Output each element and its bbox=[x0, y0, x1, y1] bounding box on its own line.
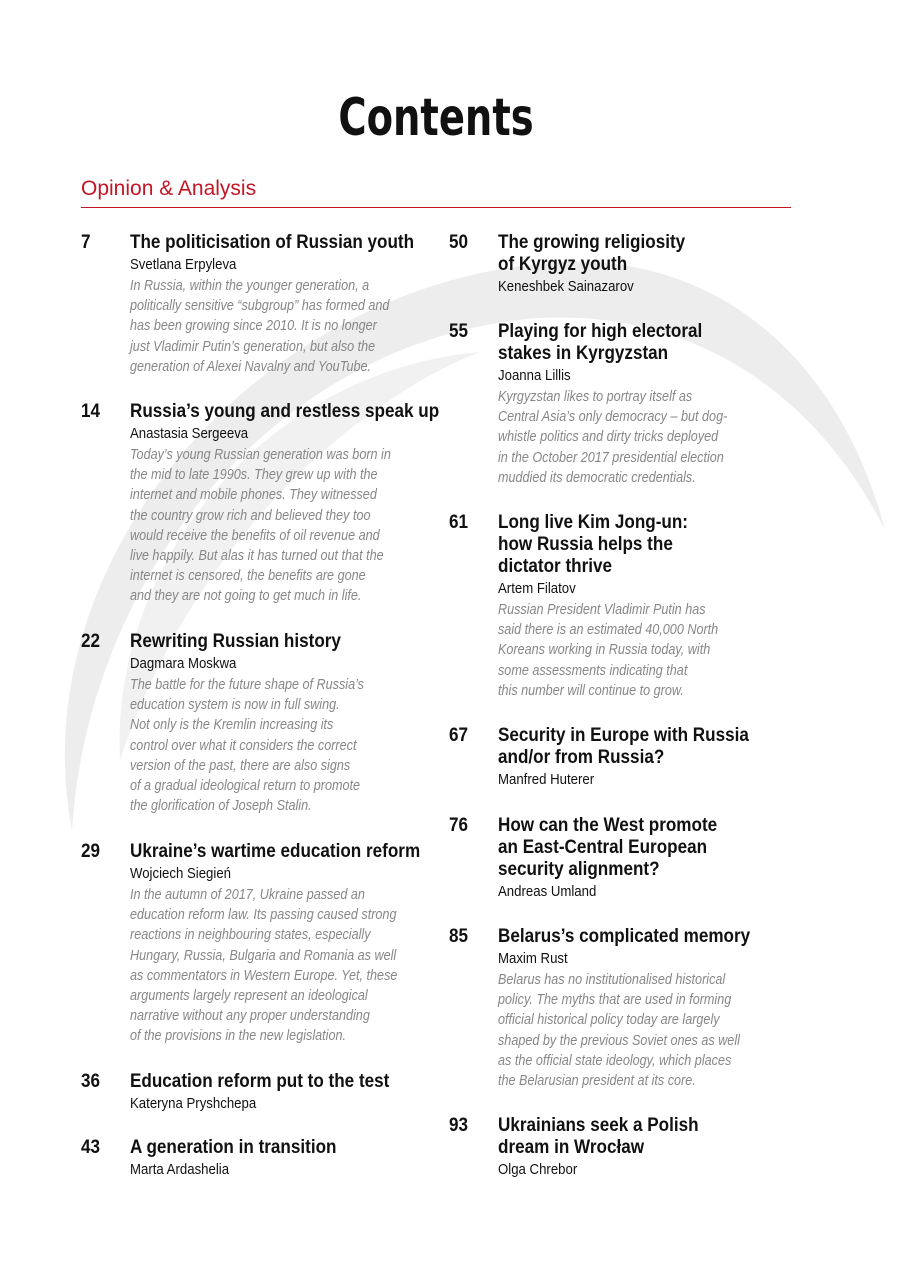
page-title: Contents bbox=[338, 88, 534, 148]
entry-summary: Today’s young Russian generation was born in the mid to late 1990s. They grew up with the internet and mobile phones. They witnessed the country grow rich and believed they too would receive the benefits of oil revenue and live happily. But alas it has turned out that the internet is censored, the benefits are gone and they are not going to get much in life. bbox=[130, 447, 391, 605]
entry-title: Belarus’s complicated memory bbox=[498, 926, 751, 947]
entry-author: Andreas Umland bbox=[498, 883, 597, 900]
section-title: Opinion & Analysis bbox=[81, 177, 257, 200]
entry-page-number: 76 bbox=[449, 815, 469, 836]
entry-author: Marta Ardashelia bbox=[130, 1161, 230, 1178]
entry-author: Artem Filatov bbox=[498, 580, 576, 597]
entry-summary: Russian President Vladimir Putin has said there is an estimated 40,000 North Koreans working in Russia today, with some assessments indicating that this number will continue to grow. bbox=[498, 602, 719, 699]
entry-page-number: 22 bbox=[81, 631, 101, 652]
entry-page-number: 14 bbox=[81, 401, 101, 422]
entry-page-number: 55 bbox=[449, 321, 469, 342]
entry-author: Kateryna Pryshchepa bbox=[130, 1095, 257, 1112]
entry-summary: The battle for the future shape of Russia’s education system is now in full swing. Not only is the Kremlin increasing its control over what it considers the correct version of the past, there are also signs of a gradual ideological return to promote the glorification of Joseph Stalin. bbox=[130, 677, 364, 815]
section-divider bbox=[81, 207, 791, 208]
entry-summary: Belarus has no institutionalised historical policy. The myths that are used in forming official historical policy today are largely shaped by the previous Soviet ones as well as the official state ideology, which places the Belarusian president at its core. bbox=[498, 972, 740, 1090]
entry-page-number: 7 bbox=[81, 232, 91, 253]
entry-title: How can the West promote an East-Central European security alignment? bbox=[498, 815, 718, 880]
entry-title: The growing religiosity of Kyrgyz youth bbox=[498, 232, 686, 275]
entry-page-number: 50 bbox=[449, 232, 469, 253]
entry-title: Ukrainians seek a Polish dream in Wrocław bbox=[498, 1115, 699, 1158]
entry-title: Security in Europe with Russia and/or from Russia? bbox=[498, 725, 749, 768]
entry-summary: In Russia, within the younger generation, a politically sensitive “subgroup” has formed and has been growing since 2010. It is no longer just Vladimir Putin’s generation, but also the generation of Alexei Navalny and YouTube. bbox=[130, 278, 390, 375]
entry-author: Wojciech Siegień bbox=[130, 865, 232, 882]
entry-title: Rewriting Russian history bbox=[130, 631, 341, 652]
entry-page-number: 43 bbox=[81, 1137, 101, 1158]
entry-page-number: 93 bbox=[449, 1115, 469, 1136]
entry-title: The politicisation of Russian youth bbox=[130, 232, 415, 253]
entry-title: Russia’s young and restless speak up bbox=[130, 401, 440, 422]
entry-summary: Kyrgyzstan likes to portray itself as Central Asia’s only democracy – but dog- whistle politics and dirty tricks deployed in the October 2017 presidential election muddied its democratic credentials. bbox=[498, 389, 728, 486]
entry-title: Long live Kim Jong-un: how Russia helps the dictator thrive bbox=[498, 512, 688, 577]
entry-title: Playing for high electoral stakes in Kyrgyzstan bbox=[498, 321, 703, 364]
entry-page-number: 36 bbox=[81, 1071, 101, 1092]
entry-page-number: 85 bbox=[449, 926, 469, 947]
entry-page-number: 29 bbox=[81, 841, 101, 862]
entry-author: Dagmara Moskwa bbox=[130, 655, 237, 672]
entry-title: Ukraine’s wartime education reform bbox=[130, 841, 421, 862]
entry-title: Education reform put to the test bbox=[130, 1071, 390, 1092]
entry-author: Manfred Huterer bbox=[498, 771, 595, 788]
entry-author: Keneshbek Sainazarov bbox=[498, 278, 634, 295]
entry-author: Anastasia Sergeeva bbox=[130, 425, 249, 442]
entry-author: Svetlana Erpyleva bbox=[130, 256, 237, 273]
entry-author: Olga Chrebor bbox=[498, 1161, 578, 1178]
entry-page-number: 67 bbox=[449, 725, 469, 746]
entry-author: Maxim Rust bbox=[498, 950, 568, 967]
entry-page-number: 61 bbox=[449, 512, 469, 533]
entry-author: Joanna Lillis bbox=[498, 367, 571, 384]
entry-summary: In the autumn of 2017, Ukraine passed an education reform law. Its passing caused strong reactions in neighbouring states, especially Hungary, Russia, Bulgaria and Romania as well as commentators in Western Europe. Yet, these arguments largely represent an ideological narrative without any proper understanding of the provisions in the new legislation. bbox=[130, 887, 398, 1045]
entry-title: A generation in transition bbox=[130, 1137, 337, 1158]
